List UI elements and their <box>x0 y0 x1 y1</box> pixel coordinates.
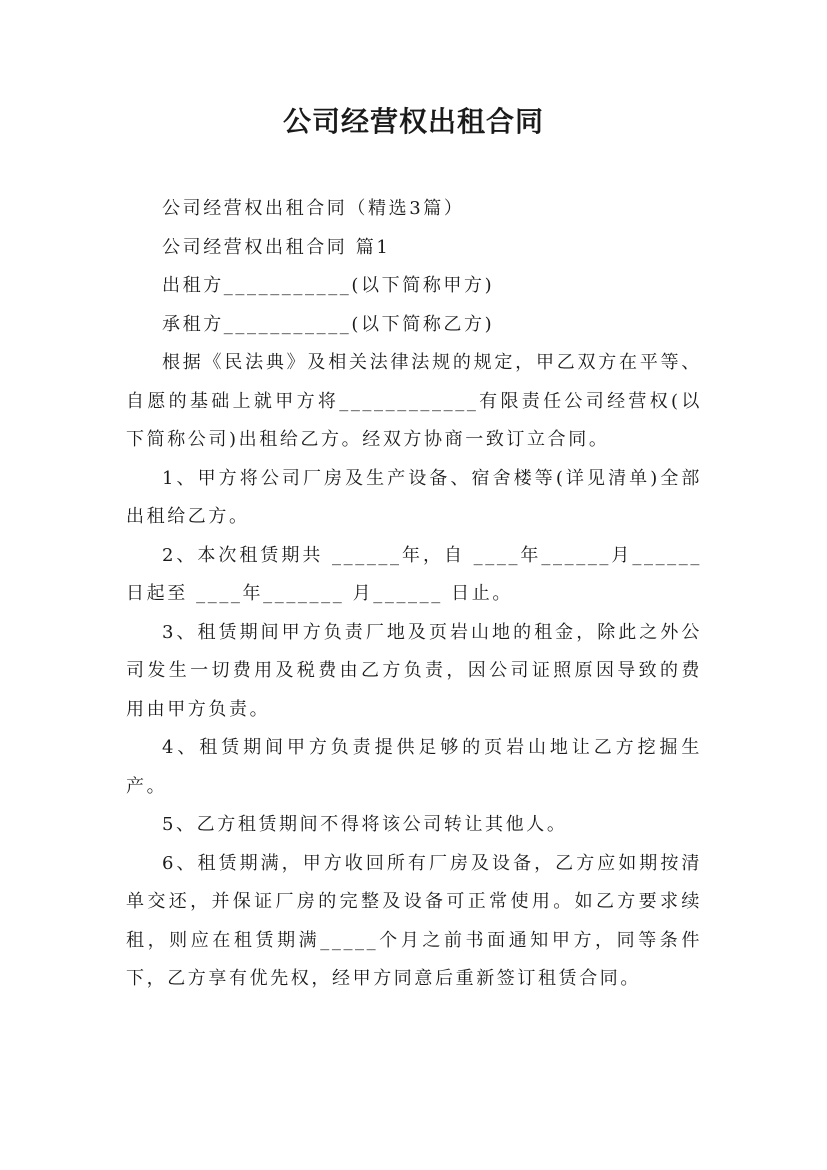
paragraph-preamble: 根据《民法典》及相关法律法规的规定，甲乙双方在平等、自愿的基础上就甲方将____________有限责任公司经营权(以下简称公司)出租给乙方。经双方协商一致订立合同。 <box>126 352 702 450</box>
paragraph-clause-2: 2、本次租赁期共 ______年，自 ____年______月______日起至 ____年_______ 月______ 日止。 <box>126 544 702 604</box>
paragraph-clause-3: 3、租赁期间甲方负责厂地及页岩山地的租金，除此之外公司发生一切费用及税费由乙方负责，因公司证照原因导致的费用由甲方负责。 <box>126 621 702 720</box>
document-body <box>126 190 702 999</box>
paragraph-clause-5: 5、乙方租赁期间不得将该公司转让其他人。 <box>162 814 568 835</box>
paragraph-clause-6: 6、租赁期满，甲方收回所有厂房及设备，乙方应如期按清单交还，并保证厂房的完整及设备可正常使用。如乙方要求续租，则应在租赁期满_____个月之前书面通知甲方，同等条件下，乙方享有优先权，经甲方同意后重新签订租赁合同。 <box>126 852 702 989</box>
paragraph-lessor: 出租方___________(以下简称甲方) <box>162 275 495 296</box>
paragraph-clause-4: 4、租赁期间甲方负责提供足够的页岩山地让乙方挖掘生产。 <box>126 737 702 797</box>
paragraph-article-label: 公司经营权出租合同 篇1 <box>162 236 391 258</box>
paragraph-clause-1: 1、甲方将公司厂房及生产设备、宿舍楼等(详见清单)全部出租给乙方。 <box>126 467 702 527</box>
paragraph-heading-selected: 公司经营权出租合同（精选3篇） <box>162 198 465 219</box>
document-title: 公司经营权出租合同 <box>282 105 544 138</box>
paragraph-lessee: 承租方___________(以下简称乙方) <box>162 313 495 335</box>
